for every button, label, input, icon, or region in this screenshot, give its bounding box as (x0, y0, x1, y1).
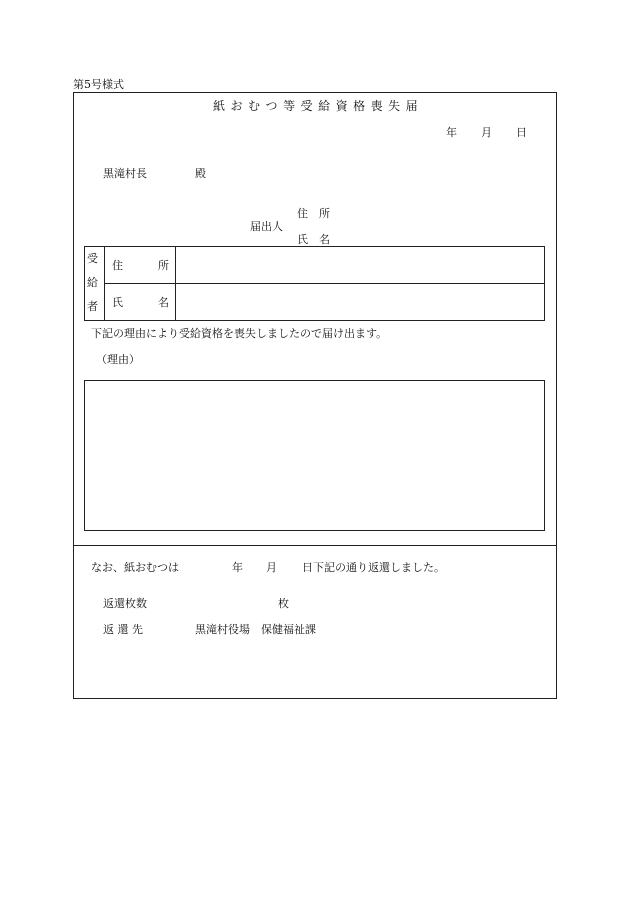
title-char: つ (265, 99, 278, 113)
title-char: 資 (335, 99, 348, 113)
title-char: お (230, 99, 243, 113)
notifier-name-label: 氏 名 (297, 233, 330, 246)
title-char: 等 (283, 99, 296, 113)
return-intro: なお、紙おむつは (91, 561, 179, 574)
title-char: 失 (388, 99, 401, 113)
title-char: 紙 (213, 99, 226, 113)
reason-label: （理由） (96, 353, 140, 366)
recipient-side-char: 給 (87, 276, 98, 289)
recipient-name-label: 名 (158, 296, 169, 309)
title-char: 届 (405, 99, 418, 113)
return-destination-label: 返 還 先 (103, 623, 143, 636)
return-count-label: 返還枚数 (103, 597, 147, 610)
date-year-label: 年 (446, 126, 457, 139)
recipient-side-char: 受 (87, 252, 98, 265)
title-char: 喪 (370, 99, 383, 113)
recipient-name-label: 氏 (112, 296, 123, 309)
reason-box[interactable] (84, 380, 545, 531)
notifier-address-label: 住 所 (297, 207, 330, 220)
return-destination-value: 黒滝村役場 保健福祉課 (195, 623, 316, 636)
date-month-label: 月 (481, 126, 492, 139)
date-day-label: 日 (516, 126, 527, 139)
recipient-table-divider (104, 283, 545, 284)
return-month-label: 月 (266, 561, 277, 574)
recipient-side-char: 者 (87, 300, 98, 313)
title-char: 給 (318, 99, 331, 113)
title-char: む (248, 99, 261, 113)
return-year-label: 年 (232, 561, 243, 574)
form-number: 第5号様式 (73, 78, 124, 91)
addressee-honorific: 殿 (195, 167, 206, 180)
title-char: 格 (353, 99, 366, 113)
addressee-village-head: 黒滝村長 (103, 167, 147, 180)
notifier-label: 届出人 (250, 220, 283, 233)
statement-text: 下記の理由により受給資格を喪失しましたので届け出ます。 (91, 327, 388, 340)
section-divider (73, 545, 557, 546)
return-count-unit: 枚 (278, 597, 289, 610)
title-char: 受 (300, 99, 313, 113)
recipient-address-label: 所 (158, 259, 169, 272)
return-suffix: 日下記の通り返還しました。 (302, 561, 445, 574)
form-title (213, 99, 423, 114)
recipient-address-label: 住 (112, 259, 123, 272)
